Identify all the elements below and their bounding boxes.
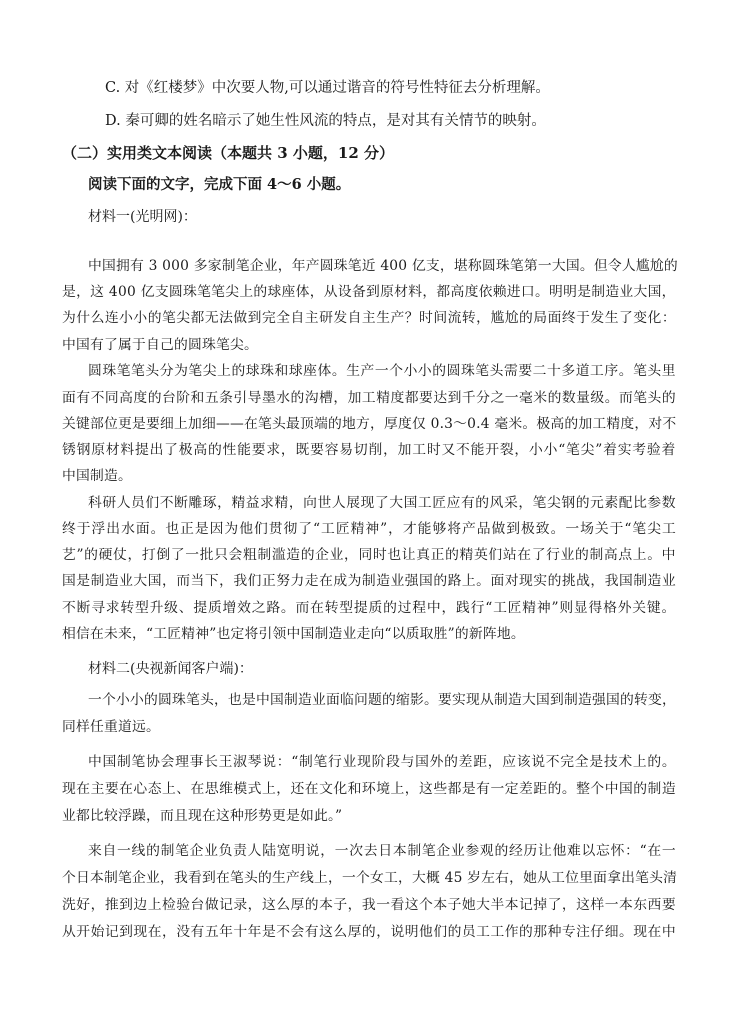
material1-p3-line5: 不 断 寻 求 转 型 升 级 、 提 质 增 效 之 路 。 而 在 转 型 提 质 的 过 程 中 ， 践 行 “ 工 匠 精 神 ” 则 显 得 格 外 关 键 。 [62,600,676,616]
section-instruction: 阅读下面的文字，完成下面 4～6 小题。 [88,176,351,193]
material1-p3-line2: 终 于 浮 出 水 面 。 也 正 是 因 为 他 们 贯 彻 了 “ 工 匠 精 神 ” ， 才 能 够 将 产 品 做 到 极 致 。 一 场 关 于 “ 笔 尖 工 [62,521,676,537]
material1-p1-line2: 是 ， 这 4 0 0 亿 支 圆 珠 笔 笔 尖 上 的 球 座 体 ， 从 设 备 到 原 材 料 ， 都 高 度 依 赖 进 口 。 明 明 是 制 造 业 大 国 ， [62,284,676,300]
material2-label: 材料二(央视新闻客户端)： [88,661,253,677]
material2-p2-line2: 现 在 主 要 在 心 态 上 、 在 思 维 模 式 上 ， 还 在 文 化 和 环 境 上 ， 这 些 都 是 有 一 定 差 距 的 。 整 个 中 国 的 制 造 [62,781,676,797]
option-d: D. 秦可卿的姓名暗示了她生性风流的特点，是对其有关情节的映射。 [105,113,546,129]
material1-p2-line1: 圆 珠 笔 笔 头 分 为 笔 尖 上 的 球 珠 和 球 座 体 。 生 产 一 个 小 小 的 圆 珠 笔 头 需 要 二 十 多 道 工 序 。 笔 头 里 [88,363,676,379]
material1-p1-line4: 中国有了属于自己的圆珠笔尖。 [62,337,258,353]
material1-p3-line6: 相信在未来，“工匠精神”也定将引领中国制造业走向“以质取胜”的新阵地。 [62,626,525,642]
material1-p3-line1: 科 研 人 员 们 不 断 雕 琢 ， 精 益 求 精 ， 向 世 人 展 现 了 大 国 工 匠 应 有 的 风 采 ， 笔 尖 钢 的 元 素 配 比 参 数 [88,495,676,511]
material2-p1-line2: 同样任重道远。 [62,719,160,735]
material2-p3-line2: 个 日 本 制 笔 企 业 ， 我 看 到 在 笔 头 的 生 产 线 上 ， 一 个 女 工 ， 大 概 4 5 岁 左 右 ， 她 从 工 位 里 面 拿 出 笔 头 清 [62,870,678,886]
material1-p2-line4: 锈 钢 原 材 料 提 出 了 极 高 的 性 能 要 求 ， 既 要 容 易 切 削 ， 加 工 时 又 不 能 开 裂 ， 小 小 “ 笔 尖 ” 着 实 考 验 着 [62,442,676,458]
material1-p2-line2: 面 有 不 同 高 度 的 台 阶 和 五 条 引 导 墨 水 的 沟 槽 ， 加 工 精 度 都 要 达 到 千 分 之 一 毫 米 的 数 量 级 。 而 笔 头 的 [62,390,676,406]
material1-p1-line1: 中 国 拥 有 3 0 0 0 多 家 制 笔 企 业 ， 年 产 圆 珠 笔 近 4 0 0 亿 支 ， 堪 称 圆 珠 笔 第 一 大 国 。 但 令 人 尴 尬 的 [88,258,678,274]
material1-label: 材料一(光明网)： [88,209,197,225]
material2-p2-line1: 中 国 制 笔 协 会 理 事 长 王 淑 琴 说 ： “ 制 笔 行 业 现 阶 段 与 国 外 的 差 距 ， 应 该 说 不 完 全 是 技 术 上 的 。 [88,754,676,770]
material1-p3-line3: 艺 ” 的 硬 仗 ， 打 倒 了 一 批 只 会 粗 制 滥 造 的 企 业 ， 同 时 也 让 真 正 的 精 英 们 站 在 了 行 业 的 制 高 点 上 。 中 [62,547,676,563]
material2-p3-line3: 洗 好 ， 推 到 边 上 检 验 台 做 记 录 ， 这 么 厚 的 本 子 ， 我 一 看 这 个 本 子 她 大 半 本 记 掉 了 ， 这 样 一 本 东 西 要 [62,897,676,913]
material2-p1-line1: 一 个 小 小 的 圆 珠 笔 头 ， 也 是 中 国 制 造 业 面 临 问 题 的 缩 影 。 要 实 现 从 制 造 大 国 到 制 造 强 国 的 转 变 ， [88,692,676,708]
material2-p3-line4: 从 开 始 记 到 现 在 ， 没 有 五 年 十 年 是 不 会 有 这 么 厚 的 ， 说 明 他 们 的 员 工 工 作 的 那 种 专 注 仔 细 。 现 在 中 [62,924,676,940]
material1-p2-line5: 中国制造。 [62,468,132,484]
option-c: C. 对《红楼梦》中次要人物,可以通过谐音的符号性特征去分析理解。 [105,80,550,96]
material1-p1-line3: 为 什 么 连 小 小 的 笔 尖 都 无 法 做 到 完 全 自 主 研 发 自 主 生 产 ？ 时 间 流 转 ， 尴 尬 的 局 面 终 于 发 生 了 变 化 ： [62,310,676,326]
material1-p2-line3: 关 键 部 位 更 是 要 细 上 加 细 — — 在 笔 头 最 顶 端 的 地 方 ， 厚 度 仅 0 . 3 ～ 0 . 4 毫 米 。 极 高 的 加 工 精 度 ， 对 不 [62,416,677,432]
material1-p3-line4: 国 是 制 造 业 大 国 ， 而 当 下 ， 我 们 正 努 力 走 在 成 为 制 造 业 强 国 的 路 上 。 面 对 现 实 的 挑 战 ， 我 国 制 造 业 [62,573,676,589]
material2-p3-line1: 来 自 一 线 的 制 笔 企 业 负 责 人 陆 宽 明 说 ， 一 次 去 日 本 制 笔 企 业 参 观 的 经 历 让 他 难 以 忘 怀 ： “ 在 一 [88,843,676,859]
material2-p2-line3: 业都比较浮躁，而且现在这种形势更是如此。” [62,808,343,824]
section-title: （二）实用类文本阅读（本题共 3 小题，12 分） [62,144,394,162]
